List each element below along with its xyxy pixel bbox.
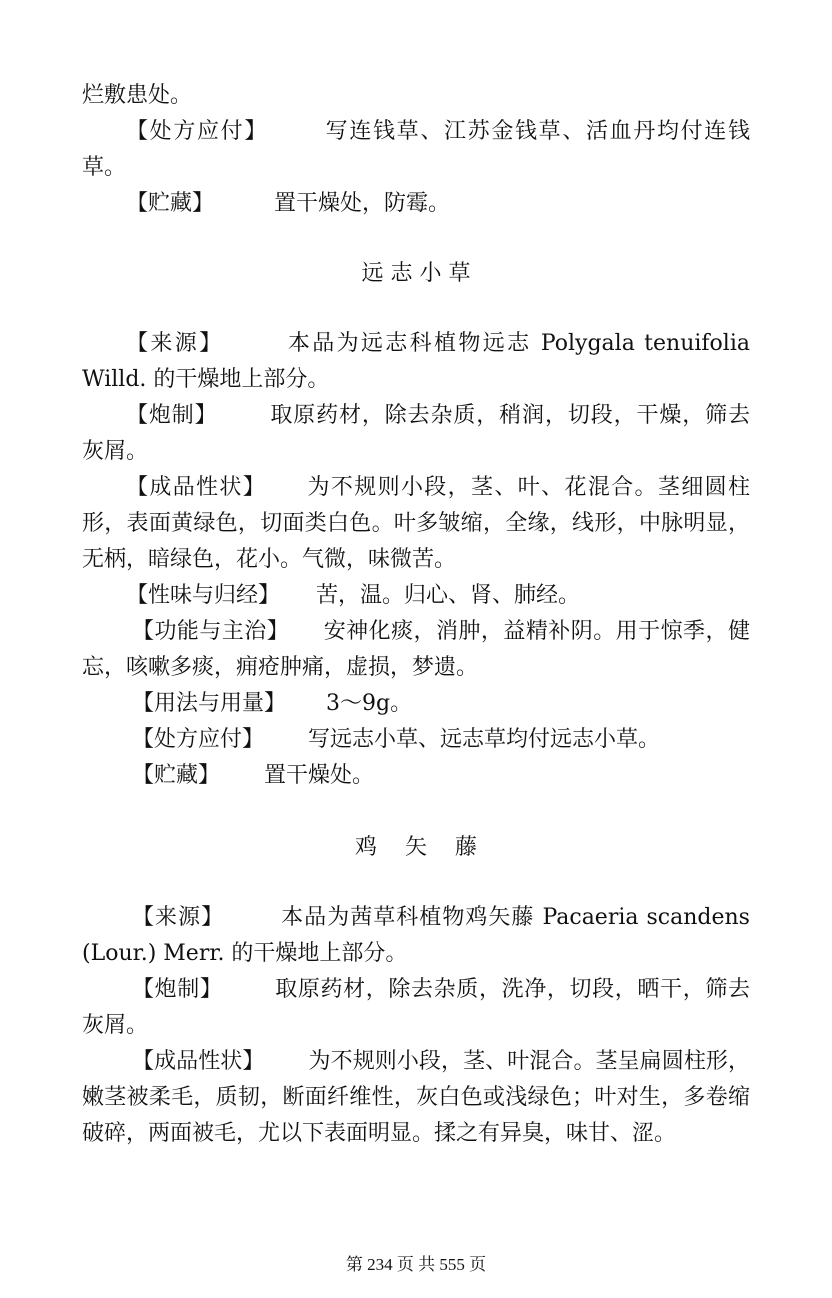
section-text: 本品为远志科植物远志 Polygala tenuifolia Willd. 的干燥地上部分。 — [82, 331, 750, 392]
section-label: 【贮藏】 — [132, 763, 221, 788]
entry-title: 鸡 矢 藤 — [355, 835, 477, 860]
paragraph-characteristics — [82, 470, 750, 578]
section-label: 【处方应付】 — [126, 119, 268, 144]
page-content — [82, 78, 750, 1152]
section-text: 写远志小草、远志草均付远志小草。 — [308, 727, 661, 752]
text: 烂敷患处。 — [82, 83, 193, 108]
paragraph-processing — [82, 398, 750, 470]
section-label: 【处方应付】 — [132, 727, 265, 752]
section-text: 为不规则小段，茎、叶混合。茎呈扁圆柱形，嫩茎被柔毛，质韧，断面纤维性，灰白色或浅绿色；叶对生，多卷缩破碎，两面被毛，尤以下表面明显。揉之有异臭，味甘、涩。 — [82, 1049, 750, 1146]
section-label: 【性味与归经】 — [126, 583, 281, 608]
section-text: 安神化痰，消肿，益精补阴。用于惊季，健忘，咳嗽多痰，痈疮肿痛，虚损，梦遗。 — [82, 619, 750, 680]
section-label: 【贮藏】 — [126, 191, 215, 216]
paragraph-storage — [82, 758, 750, 794]
paragraph-source — [82, 326, 750, 398]
section-label: 【炮制】 — [132, 977, 223, 1002]
section-text: 取原药材，除去杂质，洗净，切段，晒干，筛去灰屑。 — [82, 977, 750, 1038]
paragraph-characteristics — [82, 1044, 750, 1152]
section-label: 【功能与主治】 — [132, 619, 290, 644]
section-text: 本品为茜草科植物鸡矢藤 Pacaeria scandens (Lour.) Merr. 的干燥地上部分。 — [82, 905, 750, 966]
section-text: 置干燥处。 — [264, 763, 375, 788]
section-text: 写连钱草、江苏金钱草、活血丹均付连钱草。 — [82, 119, 750, 180]
section-label: 【用法与用量】 — [132, 691, 287, 716]
paragraph-nature — [82, 578, 750, 614]
section-text: 置干燥处，防霉。 — [274, 191, 451, 216]
paragraph-prescription — [82, 114, 750, 186]
paragraph-dosage — [82, 686, 750, 722]
section-label: 【炮制】 — [126, 403, 218, 428]
paragraph-source — [82, 900, 750, 972]
paragraph-prescription — [82, 722, 750, 758]
section-text: 为不规则小段，茎、叶、花混合。茎细圆柱形，表面黄绿色，切面类白色。叶多皱缩，全缘，线形，中脉明显，无柄，暗绿色，花小。气微，味微苦。 — [82, 475, 750, 572]
page-number-footer: 第 234 页 共 555 页 — [345, 1255, 487, 1274]
section-text: 取原药材，除去杂质，稍润，切段，干燥，筛去灰屑。 — [82, 403, 750, 464]
section-label: 【来源】 — [132, 905, 225, 930]
section-label: 【来源】 — [126, 331, 224, 356]
paragraph-storage — [82, 186, 750, 222]
section-label: 【成品性状】 — [126, 475, 267, 500]
section-text: 3～9g。 — [326, 691, 413, 716]
paragraph-processing — [82, 972, 750, 1044]
paragraph-function — [82, 614, 750, 686]
section-label: 【成品性状】 — [132, 1049, 265, 1074]
section-text: 苦，温。归心、肾、肺经。 — [316, 583, 581, 608]
entry-title: 远 志 小 草 — [361, 261, 471, 286]
paragraph-prev-tail — [82, 78, 750, 114]
